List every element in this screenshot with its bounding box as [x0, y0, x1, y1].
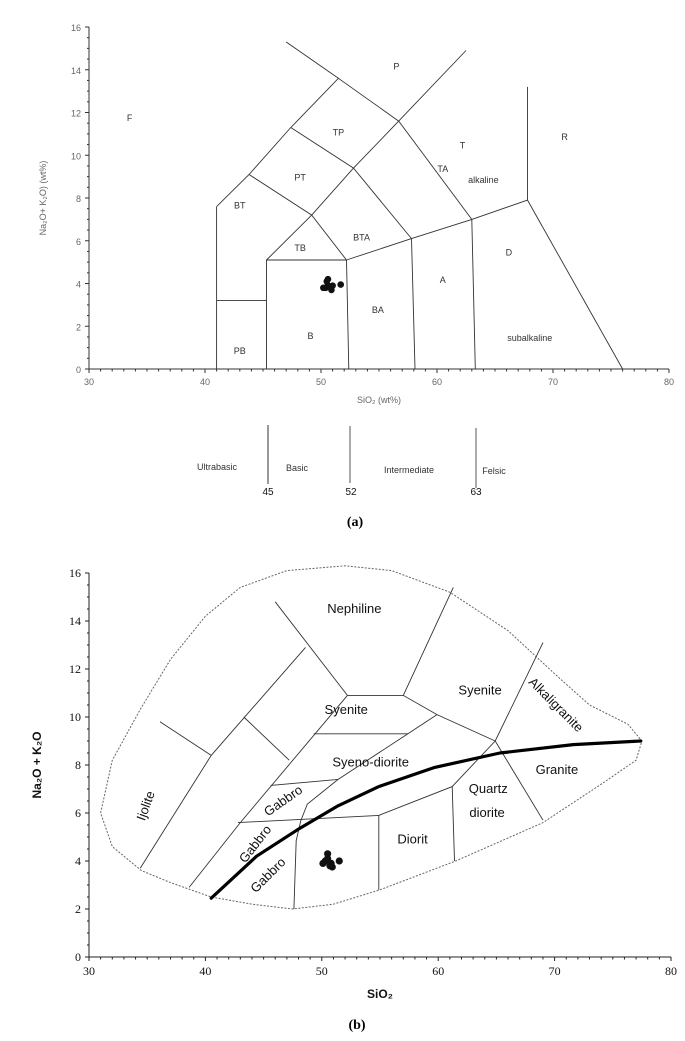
sample-point [336, 857, 343, 864]
field-boundary [403, 587, 453, 695]
field-label: alkaline [468, 174, 499, 185]
x-tick-label: 40 [199, 964, 212, 978]
x-tick-label: 30 [83, 964, 95, 978]
field-label: BT [234, 200, 246, 211]
field-label: diorite [469, 805, 505, 820]
field-boundary [267, 260, 349, 369]
y-tick-label: 8 [75, 194, 81, 204]
x-tick-label: 60 [431, 377, 443, 387]
y-tick-label: 16 [69, 566, 81, 580]
field-label: Granite [535, 761, 579, 777]
field-boundary [399, 121, 472, 219]
chart-a-classification-bar [197, 425, 506, 498]
x-tick-label: 50 [315, 377, 327, 387]
field-boundary [399, 51, 466, 122]
field-boundary [412, 239, 416, 369]
y-tick-label: 8 [75, 758, 81, 772]
field-boundary [140, 647, 305, 868]
sample-point [325, 276, 332, 283]
field-boundary [379, 643, 543, 816]
field-boundary [244, 717, 289, 760]
field-boundary [267, 121, 399, 260]
field-boundary [286, 42, 338, 78]
caption-b: (b) [348, 1018, 366, 1033]
field-label: Quartz [468, 781, 508, 796]
field-boundary [472, 219, 476, 369]
chart-a-tas-volcanic [38, 23, 674, 405]
field-label: TB [294, 243, 306, 254]
sample-point [324, 855, 331, 862]
y-axis-label: Na₂O+ K₂O) (wt%) [38, 160, 48, 236]
divider-label-45: 45 [262, 487, 274, 498]
x-tick-label: 40 [199, 377, 211, 387]
field-label: F [126, 112, 133, 123]
field-label: BA [371, 305, 384, 316]
field-boundary [452, 787, 454, 861]
sample-point [329, 863, 336, 870]
field-boundary [291, 128, 412, 239]
field-boundary [347, 200, 528, 260]
y-tick-label: 12 [70, 108, 81, 119]
x-axis-label: SiO₂ [366, 987, 394, 1001]
y-tick-label: 6 [75, 236, 81, 247]
field-label: Gabbro [261, 782, 306, 820]
field-label: TA [437, 164, 449, 175]
y-tick-label: 2 [75, 902, 81, 916]
class-ultrabasic: Ultrabasic [196, 462, 238, 472]
class-intermediate: Intermediate [383, 465, 435, 475]
y-tick-label: 4 [75, 279, 81, 290]
field-envelope [101, 566, 642, 909]
field-label: Syenite [458, 682, 502, 698]
divider-label-52: 52 [345, 487, 357, 498]
x-tick-label: 80 [663, 377, 675, 387]
field-label: Syenite [324, 701, 368, 717]
field-label: D [505, 247, 513, 258]
field-boundary [217, 78, 399, 206]
x-tick-label: 30 [83, 377, 95, 387]
field-label: subalkaline [507, 332, 553, 343]
field-boundary [160, 722, 211, 756]
y-tick-label: 14 [69, 614, 81, 628]
field-label: Nephiline [327, 601, 382, 616]
sample-point [329, 282, 336, 289]
y-tick-label: 10 [69, 710, 81, 724]
field-label: PT [294, 172, 306, 183]
caption-a: (a) [346, 515, 364, 530]
field-boundary [528, 200, 623, 369]
field-boundary [271, 779, 339, 785]
x-tick-label: 60 [432, 964, 445, 978]
field-label: Gabbro [235, 822, 275, 866]
class-felsic: Felsic [482, 466, 506, 476]
y-tick-label: 6 [75, 806, 81, 820]
divider-label-63: 63 [470, 487, 482, 498]
class-basic: Basic [285, 463, 309, 473]
field-label: A [439, 275, 446, 286]
field-label: Syeno-diorite [332, 754, 409, 770]
y-tick-label: 12 [69, 662, 81, 676]
y-tick-label: 14 [70, 65, 81, 76]
field-label: TP [332, 127, 345, 138]
x-tick-label: 80 [665, 964, 677, 978]
sample-point [337, 281, 344, 288]
y-tick-label: 0 [75, 950, 81, 964]
y-tick-label: 2 [75, 322, 81, 333]
x-tick-label: 70 [547, 377, 559, 387]
field-label: B [307, 330, 314, 341]
y-tick-label: 0 [75, 365, 81, 375]
chart-b-tas-plutonic [30, 566, 677, 1001]
x-tick-label: 70 [548, 964, 561, 978]
field-label: P [393, 61, 400, 72]
x-axis-label: SiO₂ (wt%) [357, 395, 401, 405]
field-label: Gabbro [247, 854, 289, 896]
x-tick-label: 50 [315, 964, 328, 978]
field-label: T [459, 140, 466, 151]
y-axis-label: Na₂O + K₂O [30, 731, 44, 799]
field-label: BTA [353, 232, 371, 243]
y-tick-label: 4 [75, 854, 81, 868]
sample-point [320, 284, 327, 291]
field-label: Alkaligranite [525, 674, 587, 735]
y-tick-label: 16 [70, 23, 81, 33]
field-label: Ijolite [133, 788, 158, 823]
y-tick-label: 10 [70, 151, 81, 162]
field-label: PB [233, 345, 246, 356]
field-label: Diorit [397, 831, 428, 847]
field-boundary [294, 715, 437, 909]
field-label: R [561, 132, 568, 143]
